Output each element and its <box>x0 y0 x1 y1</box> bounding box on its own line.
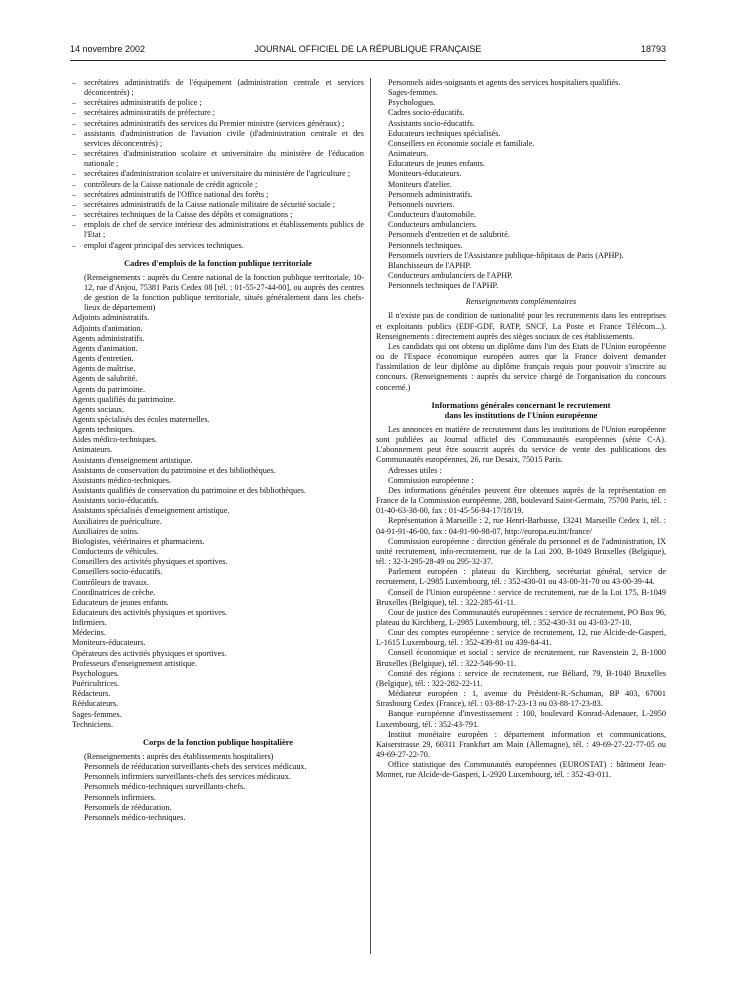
dash-marker: – <box>72 240 77 250</box>
union-text <box>376 425 666 780</box>
list-item: Personnels d'entretien et de salubrité. <box>388 230 510 240</box>
list-item: Infirmiers. <box>72 618 107 628</box>
dash-item <box>72 108 364 118</box>
right-column <box>376 78 666 780</box>
list-item: Personnels de rééducation surveillants-chefs des services médicaux. <box>84 762 307 772</box>
dash-marker: – <box>72 118 77 128</box>
list-item: Personnels ouvriers. <box>388 199 455 209</box>
dash-item <box>72 169 364 179</box>
list-item: Educateurs techniques spécialisés. <box>388 128 501 138</box>
list-item: Personnels de rééducation. <box>84 802 172 812</box>
list-item: Adjoints administratifs. <box>72 313 150 323</box>
list-item: Personnels techniques. <box>388 240 463 250</box>
list-item: Assistants socio-éducatifs. <box>72 496 159 506</box>
list-item: Assistants d'enseignement artistique. <box>72 455 193 465</box>
list-item: Agents administratifs. <box>72 333 145 343</box>
list-item: Auxiliaires de soins. <box>72 526 140 536</box>
list-item: Personnels infirmiers. <box>84 792 156 802</box>
list-item-text: secrétaires administratifs de l'équipement (administration centrale et services déconcentrés) ; <box>84 78 364 98</box>
list-item: Psychologues. <box>388 98 436 108</box>
list-item-text: emploi d'agent principal des services techniques. <box>84 240 244 250</box>
list-item-text: secrétaires administratifs de la Caisse nationale militaire de sécurité sociale ; <box>84 199 335 209</box>
union-title-line1: Informations générales concernant le recrutement <box>431 400 611 410</box>
list-item: Assistants socio-éducatifs. <box>388 118 475 128</box>
list-item: Rééducateurs. <box>72 699 119 709</box>
list-item: Agents spécialisés des écoles maternelles. <box>72 415 210 424</box>
dash-marker: – <box>72 199 77 209</box>
list-item: Conducteurs ambulanciers de l'APHP. <box>388 270 513 280</box>
paragraph: Les annonces en matière de recrutement dans les institutions de l'Union européenne sont publiées au Journal officiel des Communautés européennes (série C-A). L'abonnement peut être souscrit auprès du service de vente des publications des Communautés européennes, 26, rue Desaix, 75015 Paris. <box>376 425 666 465</box>
page-header <box>70 44 666 58</box>
list-item: Aides médico-techniques. <box>72 435 158 445</box>
list-item: Conseillers des activités physiques et sportives. <box>72 557 228 567</box>
list-item-text: secrétaires d'administration scolaire et universitaire du ministère de l'éducation nationale ; <box>84 149 364 169</box>
list-item: Agents de maîtrise. <box>72 364 136 374</box>
list-item: Médecins. <box>72 628 106 638</box>
hospital-corps-list <box>376 78 666 291</box>
list-item: Cadres socio-éducatifs. <box>388 108 465 118</box>
list-item-text: secrétaires techniques de la Caisse des dépôts et consignations ; <box>84 210 293 220</box>
list-item: Puéricultrices. <box>72 679 120 689</box>
column-divider-top <box>370 78 371 92</box>
list-item: Auxiliaires de puériculture. <box>72 516 162 526</box>
paragraph: Des informations générales peuvent être obtenues auprès de la représentation en France de la Commission européenne, 288, boulevard Saint-Germain, 75700 Paris, tél. : 01-40-63-38-00, fax : 01-45-56-94-17/18/19. <box>376 485 666 516</box>
dash-item <box>72 119 364 129</box>
list-item: Moniteurs d'atelier. <box>388 179 452 189</box>
list-item: Professeurs d'enseignement artistique. <box>72 658 197 668</box>
list-item: Conseillers en économie sociale et familiale. <box>388 138 535 148</box>
dash-marker: – <box>72 179 77 189</box>
column-divider <box>370 92 371 954</box>
list-item: Agents d'animation. <box>72 343 138 353</box>
list-item: Moniteurs-éducateurs. <box>72 638 146 648</box>
dash-marker: – <box>72 189 77 199</box>
paragraph: Commission européenne : <box>388 475 474 485</box>
list-item: Assistants médico-techniques. <box>72 475 172 485</box>
dash-marker: – <box>72 98 77 108</box>
list-item: Conducteurs de véhicules. <box>72 547 159 557</box>
list-item-text: secrétaires administratifs de l'Office national des forêts ; <box>84 189 269 199</box>
list-item: Educateurs des activités physiques et sportives. <box>72 607 228 617</box>
list-item: Moniteurs-éducateurs. <box>388 169 462 179</box>
paragraph: Comité des régions : service de recrutement, rue Béliard, 79, B-1040 Bruxelles (Belgique), tél. : 322-282-22-11. <box>376 668 666 688</box>
paragraph: Office statistique des Communautés européennes (EUROSTAT) : bâtiment Jean-Monnet, rue Alcide-de-Gasperi, L-2920 Luxembourg, tél. : 352-43-011. <box>376 760 666 780</box>
list-item: Conducteurs ambulanciers. <box>388 220 478 230</box>
header-date: 14 novembre 2002 <box>70 44 146 54</box>
list-item: Contrôleurs de travaux. <box>72 577 150 587</box>
list-item: Educateurs de jeunes enfants. <box>72 597 169 607</box>
list-item: Personnels aides-soignants et agents des services hospitaliers qualifiés. <box>388 78 621 87</box>
dash-item <box>72 78 364 98</box>
paragraph: Conseil économique et social : service de recrutement, rue Ravenstein 2, B-1000 Bruxelles (Belgique), tél. : 322-546-90-11. <box>376 648 666 668</box>
territorial-title: Cadres d'emplois de la fonction publique territoriale <box>124 258 312 268</box>
hospitaliere-renseignements: (Renseignements : auprès des établissements hospitaliers) <box>84 752 274 761</box>
list-item: Educateurs de jeunes enfants. <box>388 159 485 169</box>
dash-item <box>72 210 364 220</box>
dash-marker: – <box>72 128 77 138</box>
dash-marker: – <box>72 220 77 230</box>
hospitaliere-list <box>72 762 364 823</box>
header-title: JOURNAL OFFICIEL DE LA RÉPUBLIQUE FRANÇAISE <box>254 44 482 54</box>
list-item: Assistants de conservation du patrimoine et des bibliothèques. <box>72 465 276 475</box>
paragraph: Il n'existe pas de condition de nationalité pour les recrutements dans les entreprises et exploitants publics (EDF-GDF, RATP, SNCF, La Poste et France Télécom...). Renseignements : directement auprès des sièges sociaux de ces établissements. <box>376 311 666 341</box>
list-item: Animateurs. <box>72 445 113 455</box>
paragraph: Médiateur européen : 1, avenue du Président-R.-Schuman, BP 403, 67001 Strasbourg Cedex (France), tél. : 03-88-17-23-13 ou 03-88-17-23-83. <box>376 689 666 709</box>
paragraph: Institut monétaire européen : département information et communications, Kaiserstrasse 29, 60311 Frankfurt am Main (Allemagne), tél. : 49-69-27-22-77-05 ou 49-69-27-22-70. <box>376 729 666 759</box>
paragraph: Parlement européen : plateau du Kirchberg, secrétariat général, service de recrutement, L-2985 Luxembourg, tél. : 352-430-01 ou 43-00-31-70 ou 43-00-39-44. <box>376 567 666 587</box>
list-item-text: secrétaires administratifs des services du Premier ministre (services généraux) ; <box>84 118 345 128</box>
list-item: Conducteurs d'automobile. <box>388 210 476 220</box>
list-item: Sages-femmes. <box>72 709 122 719</box>
list-item: Agents techniques. <box>72 425 135 435</box>
complementaires-text <box>376 311 666 392</box>
list-item: Rédacteurs. <box>72 689 111 699</box>
list-item: Assistants spécialisés d'enseignement artistique. <box>72 506 230 516</box>
list-item: Coordinatrices de crèche. <box>72 587 156 597</box>
paragraph: Commission européenne : direction générale du personnel et de l'administration, IX unité recrutement, info-recrutement, rue de la Loi 200, B-1049 Bruxelles (Belgique), tél. : 32-3-295-28-49 ou 295-32-37. <box>376 536 666 567</box>
list-item: Agents d'entretien. <box>72 354 134 364</box>
list-item: Agents qualifiés du patrimoine. <box>72 394 176 404</box>
paragraph: Banque européenne d'investissement : 100, boulevard Konrad-Adenauer, L-2950 Luxembourg, tél. : 352-43-791. <box>376 709 666 729</box>
paragraph: Adresses utiles : <box>388 465 442 475</box>
paragraph: Cour de justice des Communautés européennes : service de recrutement, PO Box 96, plateau du Kirchberg, L-2985 Luxembourg, tél. : 352-430-31 ou 43-03-27-10. <box>376 607 666 627</box>
dash-item <box>72 241 364 251</box>
list-item: Personnels infirmiers surveillants-chefs des services médicaux. <box>84 772 291 782</box>
dash-marker: – <box>72 169 77 179</box>
list-item: Techniciens. <box>72 719 114 729</box>
list-item: Agents sociaux. <box>72 404 125 414</box>
page-number: 18793 <box>640 44 666 54</box>
dash-item <box>72 220 364 240</box>
list-item: Sages-femmes. <box>388 88 438 98</box>
dash-list <box>72 78 364 251</box>
dash-item <box>72 190 364 200</box>
paragraph: Les candidats qui ont obtenu un diplôme dans l'un des Etats de l'Union européenne ou de l'Espace économique européen autres que la France doivent demander l'assimilation de leur diplôme au diplôme français requis pour pouvoir s'inscrire au concours. (Renseignements : auprès du service chargé de l'organisation du concours concerné.) <box>376 341 666 392</box>
hospitaliere-title: Corps de la fonction publique hospitalière <box>143 737 293 747</box>
list-item-text: secrétaires administratifs de police ; <box>84 98 202 108</box>
header-rule <box>70 60 666 61</box>
dash-item <box>72 98 364 108</box>
list-item: Agents du patrimoine. <box>72 384 145 394</box>
left-column <box>72 78 364 823</box>
list-item-text: assistants d'administration de l'aviation civile (d'administration centrale et des services déconcentrés) ; <box>84 128 364 148</box>
list-item: Blanchisseurs de l'APHP. <box>388 260 472 270</box>
dash-item <box>72 149 364 169</box>
list-item: Conseillers socio-éducatifs. <box>72 567 163 577</box>
list-item: Animateurs. <box>388 149 429 159</box>
list-item: Opérateurs des activités physiques et sportives. <box>72 648 227 658</box>
list-item: Adjoints d'animation. <box>72 323 143 333</box>
list-item: Personnels médico-techniques. <box>84 812 186 822</box>
dash-marker: – <box>72 108 77 118</box>
list-item: Psychologues. <box>72 668 120 678</box>
paragraph: Conseil de l'Union européenne : service de recrutement, rue de la Loi 175, B-1049 Bruxelles (Belgique), tél. : 322-285-61-11. <box>376 587 666 607</box>
list-item-text: secrétaires d'administration scolaire et universitaire du ministère de l'agriculture ; <box>84 169 350 179</box>
dash-marker: – <box>72 149 77 159</box>
union-title-line2: dans les institutions de l'Union européenne <box>444 410 598 420</box>
list-item: Personnels ouvriers de l'Assistance publique-hôpitaux de Paris (APHP). <box>388 250 624 260</box>
list-item: Biologistes, vétérinaires et pharmaciens. <box>72 536 205 546</box>
paragraph: Représentation à Marseille : 2, rue Henri-Barbusse, 13241 Marseille Cedex 1, tél. : 04-91-91-46-00, fax : 04-91-90-98-07, http://europa.eu.int/france/ <box>376 516 666 536</box>
paragraph: Cour des comptes européenne : service de recrutement, 12, rue Alcide-de-Gasperi, L-1615 Luxembourg, tél. : 352-439-81 ou 439-84-41. <box>376 628 666 648</box>
list-item-text: emplois de chef de service intérieur des administrations et établissements publics de l'Etat ; <box>84 220 364 240</box>
list-item-text: secrétaires administratifs de préfecture ; <box>84 108 215 118</box>
dash-item <box>72 200 364 210</box>
dash-item <box>72 129 364 149</box>
territorial-renseignements: (Renseignements : auprès du Centre national de la fonction publique territoriale, 10-12, rue d'Anjou, 75381 Paris Cedex 08 [tél. : 01-55-27-44-00], ou auprès des centres de gestion de la fonction publique territoriale, situés généralement dans les chefs-lieux de département) <box>84 272 364 313</box>
list-item-text: contrôleurs de la Caisse nationale de crédit agricole ; <box>84 179 258 189</box>
list-item: Personnels médico-techniques surveillants-chefs. <box>84 782 246 792</box>
list-item: Personnels administratifs. <box>388 189 473 199</box>
list-item: Agents de salubrité. <box>72 374 138 384</box>
territorial-list <box>72 313 364 729</box>
list-item: Personnels techniques de l'APHP. <box>388 281 499 291</box>
complementaires-title: Renseignements complémentaires <box>465 297 577 307</box>
list-item: Assistants qualifiés de conservation du patrimoine et des bibliothèques. <box>72 486 306 496</box>
dash-item <box>72 180 364 190</box>
dash-marker: – <box>72 78 77 87</box>
dash-marker: – <box>72 210 77 220</box>
